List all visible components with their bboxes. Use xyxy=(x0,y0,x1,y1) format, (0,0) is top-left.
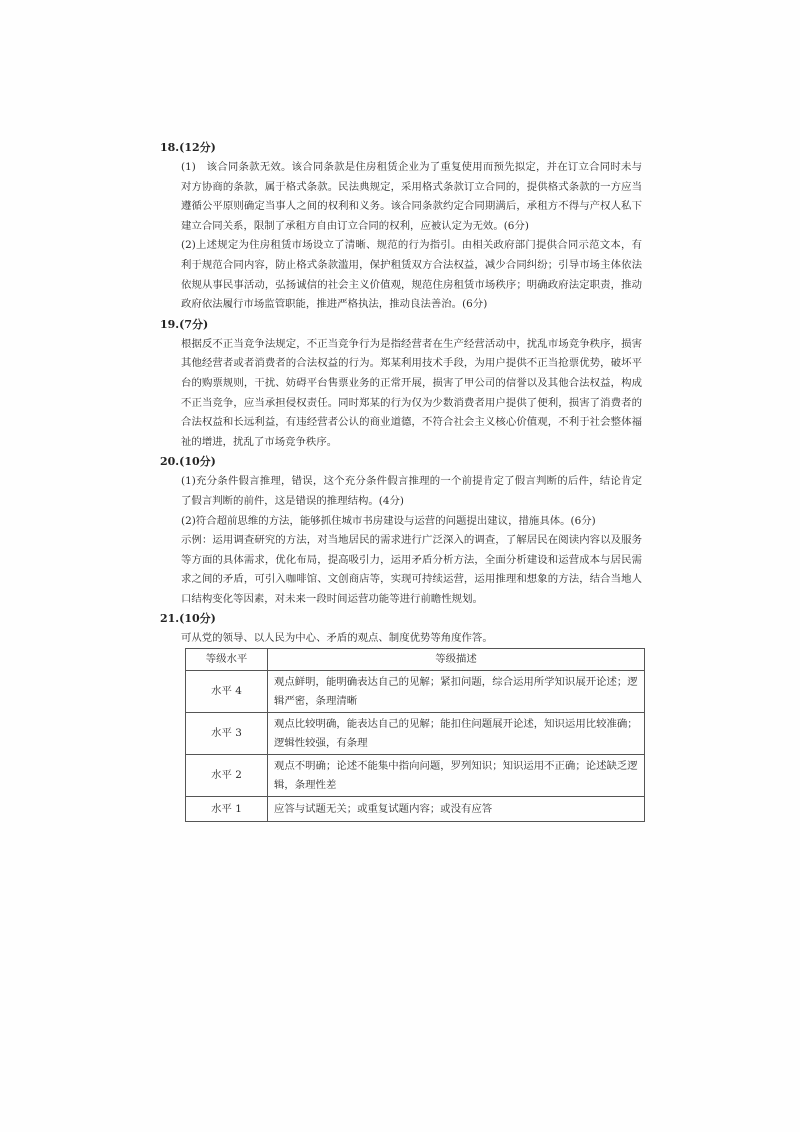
table-row xyxy=(186,755,645,797)
rubric-description: 观点不明确；论述不能集中指向问题，罗列知识；知识运用不正确；论述缺乏逻辑，条理性差 xyxy=(268,755,645,797)
rubric-level: 水平 4 xyxy=(186,671,268,713)
table-row xyxy=(186,671,645,713)
question-18 xyxy=(160,138,642,315)
answer-key-content xyxy=(160,138,642,822)
question-19-answer: 根据反不正当竞争法规定，不正当竞争行为是指经营者在生产经营活动中，扰乱市场竞争秩序，损害其他经营者或者消费者的合法权益的行为。郑某利用技术手段，为用户提供不正当抢票优势，破坏平台的购票规则，干扰、妨碍平台售票业务的正常开展，损害了甲公司的信誉以及其他合法权益，构成不正当竞争，应当承担侵权责任。同时郑某的行为仅为少数消费者用户提供了便利，损害了消费者的合法权益和长远利益，有违经营者公认的商业道德，不符合社会主义核心价值观，不利于社会整体福祉的增进，扰乱了市场竞争秩序。 xyxy=(181,337,642,448)
question-21 xyxy=(160,609,642,822)
grading-rubric-table xyxy=(185,648,645,822)
question-19 xyxy=(160,315,642,453)
question-20-body xyxy=(181,472,642,609)
rubric-header-row xyxy=(186,649,645,671)
rubric-description: 观点比较明确，能表达自己的见解；能扣住问题展开论述，知识运用比较准确；逻辑性较强，有条理 xyxy=(268,713,645,755)
rubric-description: 观点鲜明，能明确表达自己的见解；紧扣问题，综合运用所学知识展开论述；逻辑严密，条理清晰 xyxy=(268,671,645,713)
rubric-level: 水平 2 xyxy=(186,755,268,797)
question-18-part-2: (2)上述规定为住房租赁市场设立了清晰、规范的行为指引。由相关政府部门提供合同示范文本，有利于规范合同内容，防止格式条款滥用，保护租赁双方合法权益，减少合同纠纷；引导市场主体依法依规从事民事活动，弘扬诚信的社会主义价值观，规范住房租赁市场秩序；明确政府法定职责，推动政府依法履行市场监管职能，推进严格执法，推动良法善治。(6分) xyxy=(181,239,642,311)
question-18-body xyxy=(181,158,642,315)
question-20-example: 示例：运用调查研究的方法，对当地居民的需求进行广泛深入的调查，了解居民在阅读内容以及服务等方面的具体需求，优化布局，提高吸引力，运用矛盾分析方法，全面分析建设和运营成本与居民需求之间的矛盾，可引入咖啡馆、文创商店等，实现可持续运营，运用推理和想象的方法，结合当地人口结构变化等因素，对未来一段时间运营功能等进行前瞻性规划。 xyxy=(181,534,642,605)
question-20 xyxy=(160,452,642,609)
rubric-level: 水平 1 xyxy=(186,797,268,822)
question-19-body xyxy=(181,335,642,453)
question-21-intro: 可从党的领导、以人民为中心、矛盾的观点、制度优势等角度作答。 xyxy=(181,632,493,645)
question-19-title: 19.(7分) xyxy=(160,317,209,331)
question-21-title: 21.(10分) xyxy=(160,612,216,626)
rubric-header-description: 等级描述 xyxy=(268,649,645,671)
question-20-title: 20.(10分) xyxy=(160,455,216,469)
rubric-level: 水平 3 xyxy=(186,713,268,755)
rubric-header-level: 等级水平 xyxy=(186,649,268,671)
question-18-part-1: (1) 该合同条款无效。该合同条款是住房租赁企业为了重复使用而预先拟定，并在订立合同时未与对方协商的条款，属于格式条款。民法典规定，采用格式条款订立合同的，提供格式条款的一方应当遵循公平原则确定当事人之间的权利和义务。该合同条款约定合同期满后，承租方不得与产权人私下建立合同关系，限制了承租方自由订立合同的权利，应被认定为无效。(6分) xyxy=(181,161,642,232)
table-row xyxy=(186,713,645,755)
question-20-part-2: (2)符合超前思维的方法，能够抓住城市书房建设与运营的问题提出建议，措施具体。(6分) xyxy=(181,514,596,527)
rubric-description: 应答与试题无关；或重复试题内容；或没有应答 xyxy=(268,797,645,822)
table-row xyxy=(186,797,645,822)
question-20-part-1: (1)充分条件假言推理，错误，这个充分条件假言推理的一个前提肯定了假言判断的后件，结论肯定了假言判断的前件，这是错误的推理结构。(4分) xyxy=(181,475,642,507)
question-18-title: 18.(12分) xyxy=(160,141,216,154)
